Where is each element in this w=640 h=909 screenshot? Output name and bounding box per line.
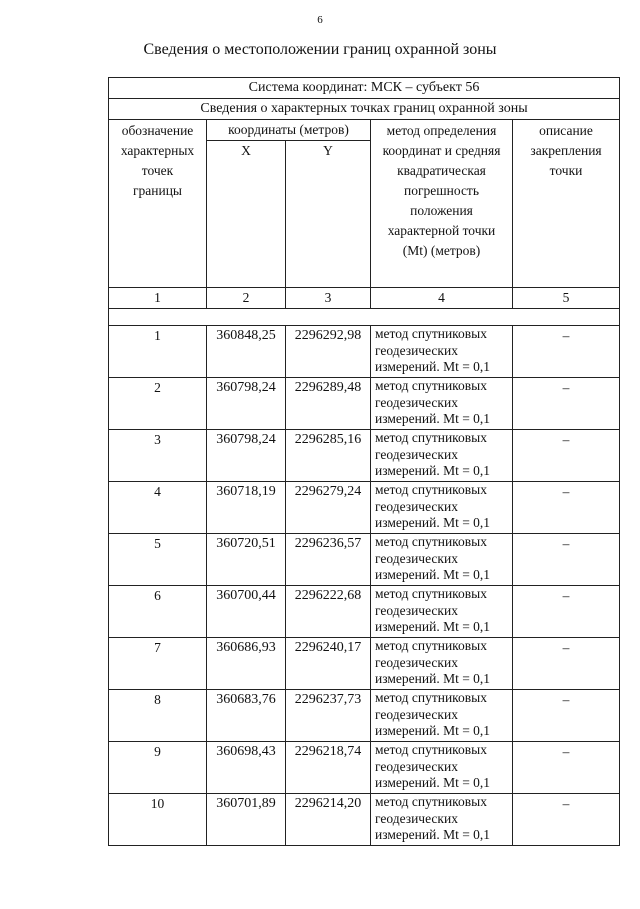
method-line: геодезических — [375, 446, 458, 462]
method-line: измерений. Mt = 0,1 — [375, 775, 491, 790]
point-description: – — [513, 482, 620, 534]
method-line: геодезических — [375, 550, 458, 566]
coordinate-system-row — [109, 78, 620, 99]
table-row — [109, 378, 620, 430]
page-number: 6 — [317, 14, 323, 26]
point-number: 5 — [109, 534, 207, 586]
method-line: геодезических — [375, 498, 458, 514]
column-number: 1 — [109, 288, 207, 309]
column-number: 3 — [286, 288, 371, 309]
coord-x: 360686,93 — [207, 638, 286, 690]
header-method-line: положения — [410, 203, 473, 218]
header-method-line: характерной точки — [387, 223, 496, 238]
coord-y: 2296292,98 — [286, 326, 371, 378]
method-line: геодезических — [375, 706, 458, 722]
method-line: измерений. Mt = 0,1 — [375, 827, 491, 842]
point-number: 9 — [109, 742, 207, 794]
table-row — [109, 638, 620, 690]
table-row — [109, 482, 620, 534]
method-line: геодезических — [375, 810, 458, 826]
point-number: 6 — [109, 586, 207, 638]
column-number: 4 — [371, 288, 513, 309]
header-designation-line: обозначение — [121, 123, 194, 138]
header-description-line: точки — [549, 163, 583, 178]
method-line: метод спутниковых — [375, 378, 487, 393]
spacer-row — [109, 309, 620, 326]
method-line: метод спутниковых — [375, 534, 487, 549]
point-description: – — [513, 586, 620, 638]
header-coordinates: координаты (метров) — [207, 120, 371, 141]
points-info-cell: Сведения о характерных точках границ охранной зоны — [109, 99, 620, 120]
method-line: геодезических — [375, 654, 458, 670]
point-description: – — [513, 638, 620, 690]
method-line: геодезических — [375, 342, 458, 358]
header-method-line: квадратическая — [397, 163, 486, 178]
table-row — [109, 534, 620, 586]
method-line: метод спутниковых — [375, 430, 487, 445]
method-line: метод спутниковых — [375, 690, 487, 705]
point-description: – — [513, 794, 620, 846]
method-line: измерений. Mt = 0,1 — [375, 359, 491, 374]
method-line: геодезических — [375, 758, 458, 774]
method-line: измерений. Mt = 0,1 — [375, 619, 491, 634]
method-cell — [371, 534, 513, 586]
coord-x: 360700,44 — [207, 586, 286, 638]
method-cell — [371, 482, 513, 534]
header-method — [371, 120, 513, 288]
coord-x: 360701,89 — [207, 794, 286, 846]
coord-y: 2296279,24 — [286, 482, 371, 534]
point-number: 8 — [109, 690, 207, 742]
method-cell — [371, 742, 513, 794]
method-line: метод спутниковых — [375, 794, 487, 809]
header-method-line: метод определения — [386, 123, 497, 138]
point-number: 1 — [109, 326, 207, 378]
point-description: – — [513, 326, 620, 378]
column-numbers-row — [109, 288, 620, 309]
method-line: измерений. Mt = 0,1 — [375, 567, 491, 582]
point-description: – — [513, 534, 620, 586]
header-designation — [109, 120, 207, 288]
method-line: метод спутниковых — [375, 326, 487, 341]
points-info-row — [109, 99, 620, 120]
coord-y: 2296237,73 — [286, 690, 371, 742]
point-number: 7 — [109, 638, 207, 690]
coord-x: 360718,19 — [207, 482, 286, 534]
coord-x: 360798,24 — [207, 430, 286, 482]
method-cell — [371, 430, 513, 482]
point-description: – — [513, 430, 620, 482]
coord-y: 2296214,20 — [286, 794, 371, 846]
method-cell — [371, 690, 513, 742]
column-number: 2 — [207, 288, 286, 309]
header-designation-line: границы — [132, 183, 183, 198]
method-cell — [371, 326, 513, 378]
table-row — [109, 586, 620, 638]
header-designation-line: характерных — [120, 143, 195, 158]
method-line: метод спутниковых — [375, 638, 487, 653]
table-row — [109, 326, 620, 378]
coord-x: 360798,24 — [207, 378, 286, 430]
header-method-line: погрешность — [403, 183, 479, 198]
point-description: – — [513, 742, 620, 794]
header-y: Y — [286, 141, 371, 288]
method-line: геодезических — [375, 602, 458, 618]
method-line: измерений. Mt = 0,1 — [375, 411, 491, 426]
coord-y: 2296218,74 — [286, 742, 371, 794]
method-cell — [371, 378, 513, 430]
header-method-line: координат и средняя — [382, 143, 501, 158]
point-number: 4 — [109, 482, 207, 534]
coord-y: 2296236,57 — [286, 534, 371, 586]
coordinate-system-cell: Система координат: МСК – субъект 56 — [109, 78, 620, 99]
method-line: метод спутниковых — [375, 482, 487, 497]
method-line: геодезических — [375, 394, 458, 410]
table-row — [109, 794, 620, 846]
coord-x: 360698,43 — [207, 742, 286, 794]
point-number: 2 — [109, 378, 207, 430]
header-description — [513, 120, 620, 288]
method-cell — [371, 586, 513, 638]
coord-x: 360848,25 — [207, 326, 286, 378]
boundary-points-table — [108, 77, 620, 846]
point-number: 10 — [109, 794, 207, 846]
table-row — [109, 742, 620, 794]
method-line: измерений. Mt = 0,1 — [375, 515, 491, 530]
point-description: – — [513, 378, 620, 430]
method-line: метод спутниковых — [375, 586, 487, 601]
column-number: 5 — [513, 288, 620, 309]
header-method-line: (Mt) (метров) — [402, 243, 481, 258]
spacer-cell — [109, 309, 620, 326]
header-description-line: закрепления — [530, 143, 602, 158]
coord-x: 360683,76 — [207, 690, 286, 742]
coord-x: 360720,51 — [207, 534, 286, 586]
header-description-line: описание — [539, 123, 593, 138]
method-cell — [371, 638, 513, 690]
point-number: 3 — [109, 430, 207, 482]
method-line: измерений. Mt = 0,1 — [375, 671, 491, 686]
header-x: X — [207, 141, 286, 288]
table-row — [109, 690, 620, 742]
coord-y: 2296289,48 — [286, 378, 371, 430]
method-cell — [371, 794, 513, 846]
coord-y: 2296240,17 — [286, 638, 371, 690]
coord-y: 2296222,68 — [286, 586, 371, 638]
point-description: – — [513, 690, 620, 742]
coord-y: 2296285,16 — [286, 430, 371, 482]
header-row — [109, 120, 620, 141]
method-line: измерений. Mt = 0,1 — [375, 723, 491, 738]
header-designation-line: точек — [141, 163, 174, 178]
method-line: метод спутниковых — [375, 742, 487, 757]
table-row — [109, 430, 620, 482]
method-line: измерений. Mt = 0,1 — [375, 463, 491, 478]
document-title: Сведения о местоположении границ охранной зоны — [143, 41, 497, 58]
